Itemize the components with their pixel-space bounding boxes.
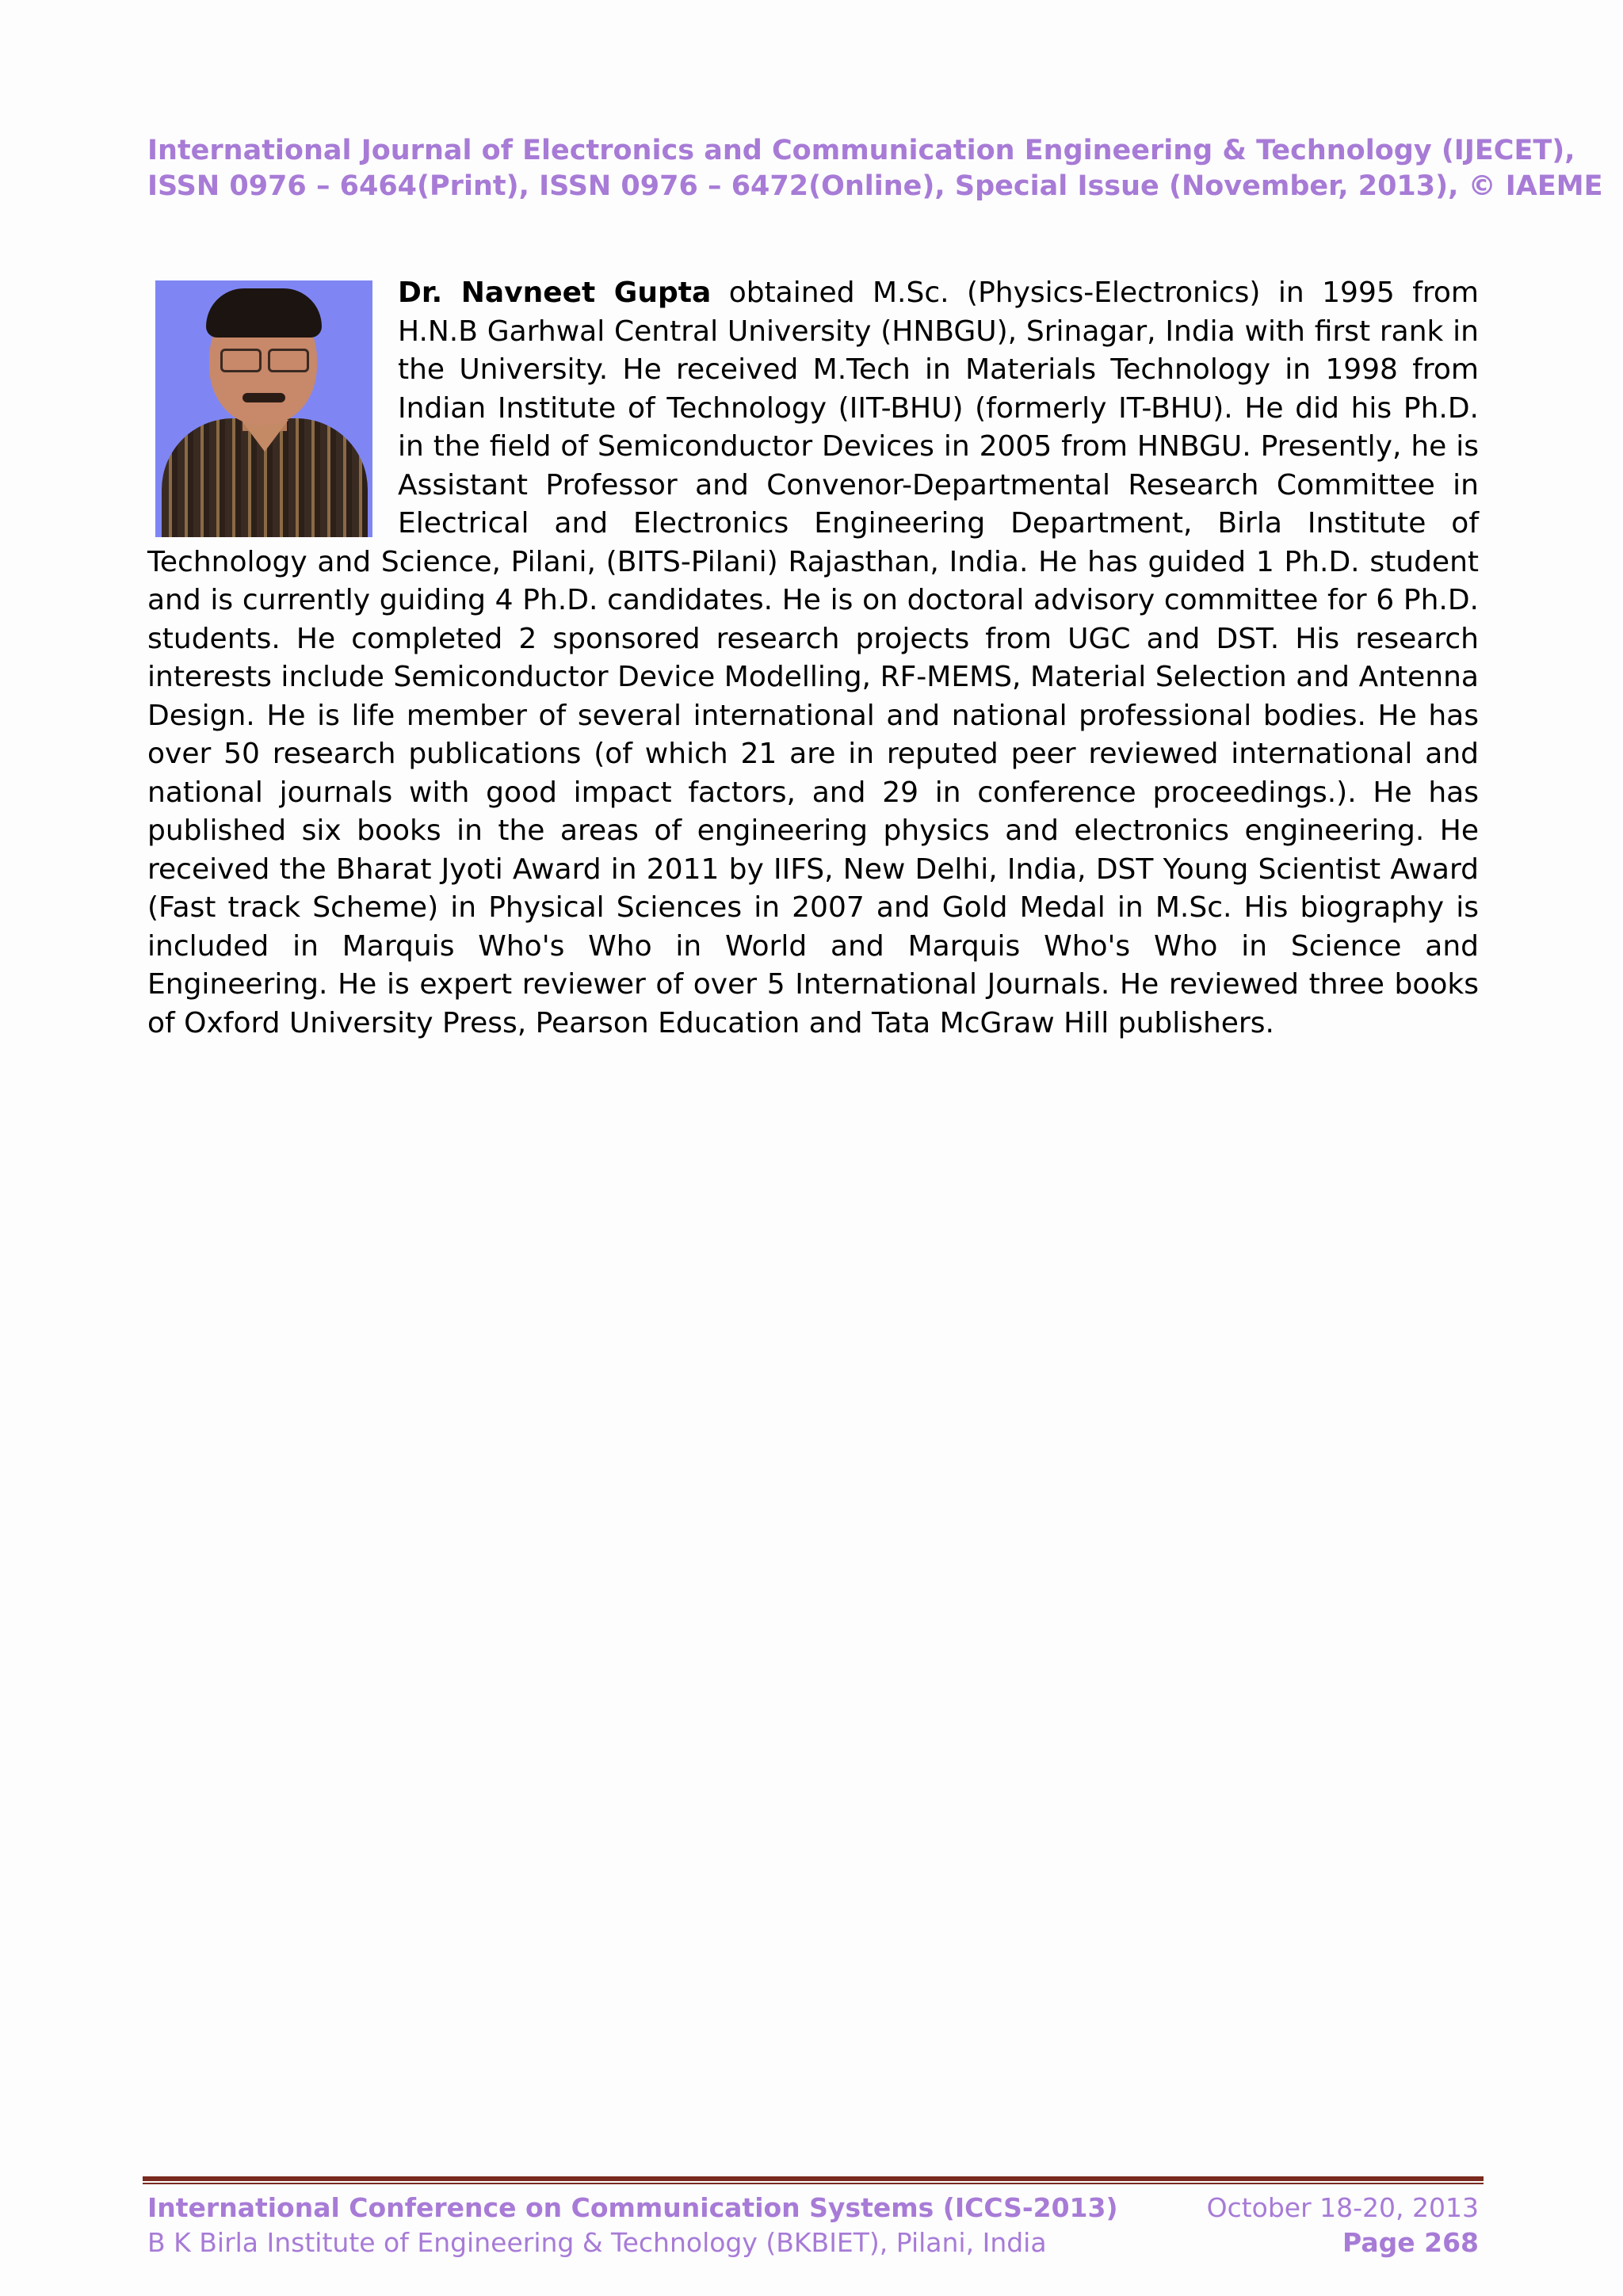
photo-hair <box>206 288 322 338</box>
journal-header-line-1: International Journal of Electronics and Communication Engineering & Technology (IJECET), <box>147 135 1575 166</box>
footer-divider <box>143 2176 1484 2181</box>
author-name: Dr. Navneet Gupta <box>398 277 712 309</box>
biography-text: obtained M.Sc. (Physics-Electronics) in 1995 from H.N.B Garhwal Central University (HNBGU), Srinagar, India with first rank in the University. He received M.Tech in Materials Technology in 1998 from Indian Institute of Technology (IIT-BHU) (formerly IT-BHU). He did his Ph.D. in the field of Semiconductor Devices in 2005 from HNBGU. Presently, he is Assistant Professor and Convenor-Departmental Research Committee in Electrical and Electronics Engineering Department, Birla Institute of Technology and Science, Pilani, (BITS-Pilani) Rajasthan, India. He has guided 1 Ph.D. student and is currently guiding 4 Ph.D. candidates. He is on doctoral advisory committee for 6 Ph.D. students. He completed 2 sponsored research projects from UGC and DST. His research interests include Semiconductor Device Modelling, RF-MEMS, Material Selection and Antenna Design. He is life member of several international and national professional bodies. He has over 50 research publications (of which 21 are in reputed peer reviewed international and national journals with good impact factors, and 29 in conference proceedings.). He has published six books in the areas of engineering physics and electronics engineering. He received the Bharat Jyoti Award in 2011 by IIFS, New Delhi, India, DST Young Scientist Award (Fast track Scheme) in Physical Sciences in 2007 and Gold Medal in M.Sc. His biography is included in Marquis Who's Who in World and Marquis Who's Who in Science and Engineering. He is expert reviewer of over 5 International Journals. He reviewed three books of Oxford University Press, Pearson Education and Tata McGraw Hill publishers. <box>147 277 1479 1039</box>
institute-name: B K Birla Institute of Engineering & Technology (BKBIET), Pilani, India <box>147 2227 1047 2258</box>
photo-mustache <box>242 393 285 402</box>
journal-header <box>147 133 1603 204</box>
author-biography <box>147 274 1479 1043</box>
photo-glasses-left <box>220 349 262 372</box>
footer-row-2 <box>147 2225 1479 2260</box>
author-photo <box>155 280 372 537</box>
page-number: Page 268 <box>1342 2227 1479 2258</box>
footer-divider-thin <box>143 2183 1484 2184</box>
journal-header-line-2: ISSN 0976 – 6464(Print), ISSN 0976 – 6472(Online), Special Issue (November, 2013), © IAEME <box>147 170 1603 202</box>
conference-dates: October 18-20, 2013 <box>1206 2192 1479 2223</box>
conference-name: International Conference on Communication Systems (ICCS-2013) <box>147 2192 1118 2223</box>
page-footer <box>147 2191 1479 2260</box>
photo-glasses-right <box>268 349 309 372</box>
footer-row-1 <box>147 2191 1479 2225</box>
